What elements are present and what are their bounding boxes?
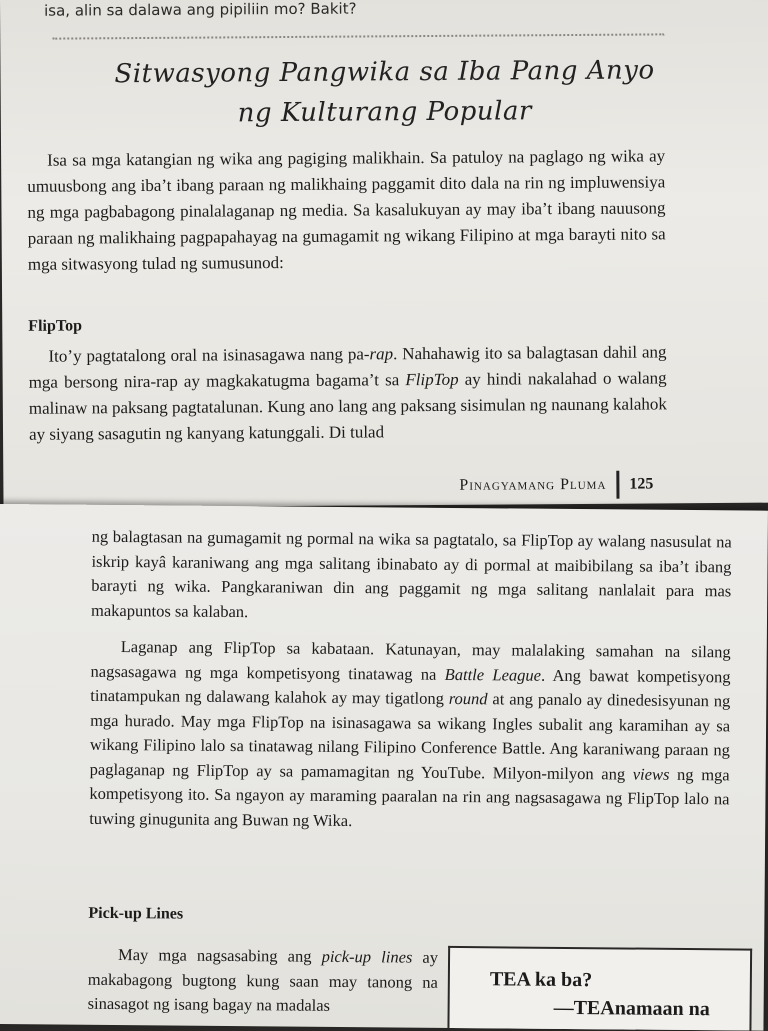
spread-em-views: views (633, 764, 670, 783)
spread-text-d: ng mga kompetisyong ito. Sa ngayon ay maraming paaralan na rin ang nagsasagawa ng FlipTop lalo na tuwing ginugunita ang Buwan ng Wika. (89, 764, 730, 829)
intro-paragraph-text: Isa sa mga katangian ng wika ang pagiging malikhain. Sa patuloy na paglago ng wika ay umuusbong ang iba’t ibang paraan ng malikhaing paggamit dito dala na rin ng impluwensiya ng mga pagbabagong pinalalaganap ng media. Sa kasalukuyan ay may iba’t ibang nauusong paraan ng malikhaing pagpapahayag na gumagamit ng wikang Filipino at mga barayti nito sa mga sitwasyong tulad ng sumusunod: (27, 146, 665, 273)
top-page (0, 0, 768, 508)
spread-text-b: . Ang bawat kompetisyong tinatampukan ng dalawang kalahok ay may tigatlong (90, 665, 730, 708)
fliptop-em-rap: rap (369, 344, 393, 363)
spread-text-a: Laganap ang FlipTop sa kabataan. Katunayan, may malalaking samahan na silang nagsasagawa ng mga kompetisyong tinatawag na (90, 637, 730, 683)
spread-em-battle-league: Battle League (445, 664, 541, 684)
intro-paragraph (27, 143, 666, 277)
pickup-text-b: ay makabagong bugtong kung saan may tanong na sinasagot ng isang bagay na madalas (88, 948, 439, 1015)
callout-question: TEA ka ba? (490, 968, 592, 992)
continuation-paragraph: ng balagtasan na gumagamit ng pormal na wika sa pagtatalo, sa FlipTop ay walang nasusulat na iskrip kayâ karaniwang ang mga salitang ibinabato ay di pormal at maibibilang sa iba’t ibang barayti ng wika. Pangkaraniwan din ang paggamit ng mga salitang nanlalait para mas makapuntos sa kalaban. (91, 525, 732, 629)
fliptop-text-b: . Nahahawig ito sa balagtasan dahil ang mga bersong nira-rap ay magkakatugma bagama’t sa (29, 342, 667, 391)
dotted-divider (52, 33, 664, 39)
section-heading-line2: ng Kulturang Popular (1, 95, 768, 130)
pickup-em: pick-up lines (322, 947, 413, 967)
pickup-lines-paragraph (88, 943, 439, 1020)
callout-answer: —TEAnamaan na (554, 997, 710, 1021)
subheading-pickup-lines: Pick-up Lines (88, 905, 183, 924)
pickup-text-a: May mga nagsasabing ang (118, 945, 322, 966)
page-number: 125 (629, 475, 653, 493)
footer-book-title: Pinagyamang Pluma (459, 476, 606, 495)
spread-em-round: round (449, 689, 488, 708)
subheading-fliptop: FlipTop (28, 317, 82, 335)
fliptop-spread-paragraph (89, 635, 731, 837)
footer-divider (616, 471, 619, 499)
fliptop-paragraph (28, 339, 667, 447)
fliptop-text-a: Ito’y pagtatalong oral na isinasagawa nang pa- (48, 344, 369, 365)
fliptop-text-c: ay hindi nakalahad o walang malinaw na paksang pagtatalunan. Kung ano lang ang paksang sisimulan ng naunang kalahok ay siyang sasagutin ng kanyang katunggali. Di tulad (29, 368, 667, 443)
fliptop-em-fliptop: FlipTop (405, 370, 458, 389)
page-footer (459, 469, 653, 500)
spread-text-c: at ang panalo ay dinedesisyunan ng mga hurado. May mga FlipTop na isinasagawa sa wikang Ingles subalit ang karamihan ay sa wikang Filipino lalo sa tinatawag nilang Filipino Conference Battle. Ang karaniwang paraan ng paglaganap ng FlipTop ay sa pamamagitan ng YouTube. Milyon-milyon ang (90, 689, 731, 783)
bottom-page (0, 504, 768, 1031)
section-heading-line1: Sitwasyong Pangwika sa Iba Pang Anyo (0, 55, 768, 90)
pickup-line-callout-box (447, 946, 752, 1031)
previous-question-text: isa, alin sa dalawa ang pipiliin mo? Bakit? (44, 0, 357, 20)
